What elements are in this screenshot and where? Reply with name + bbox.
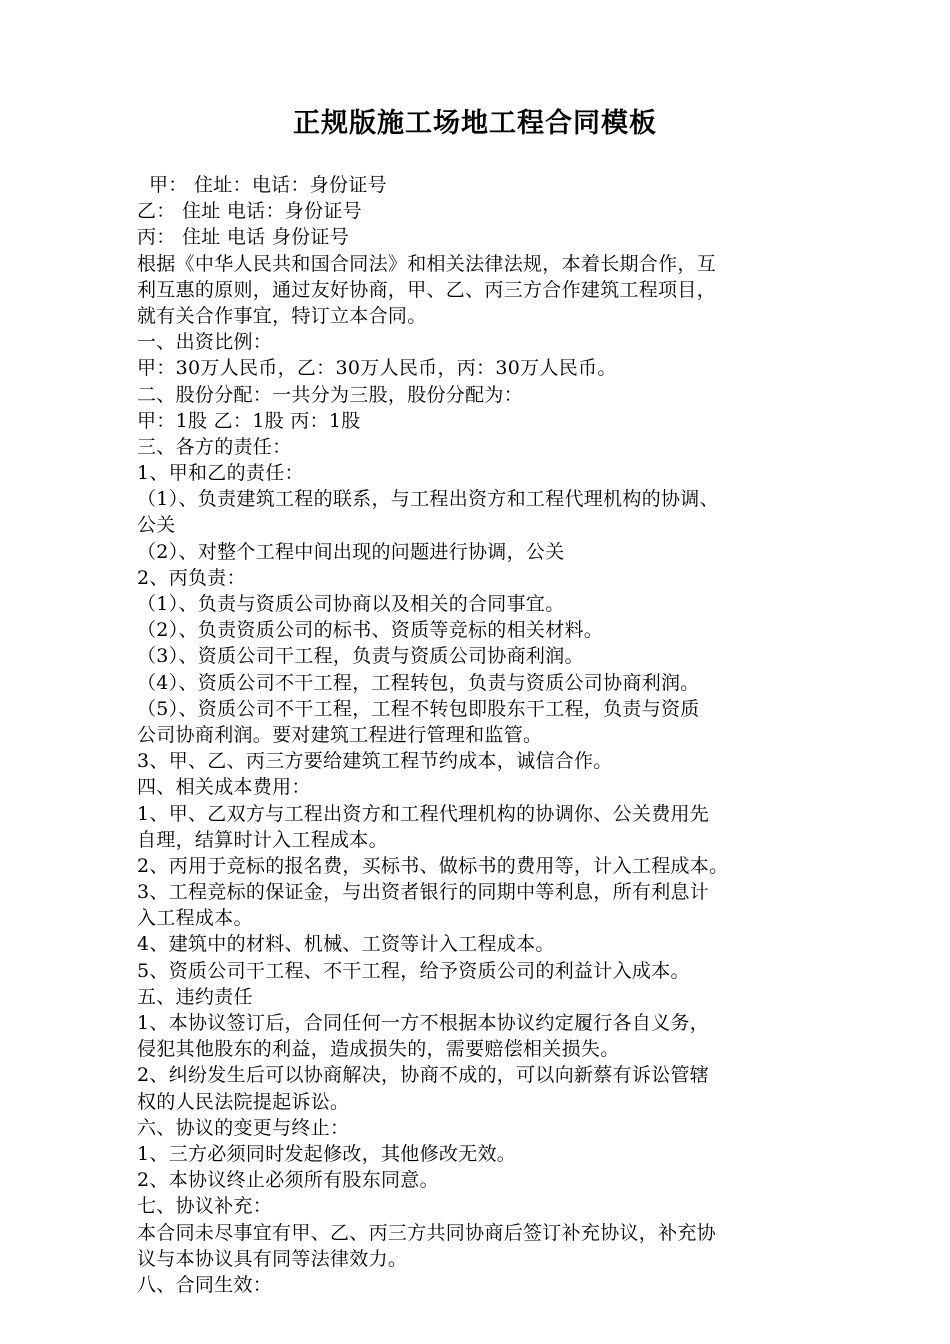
section-heading: 二、股份分配：一共分为三股，股份分配为： — [137, 383, 524, 406]
section-heading: 三、各方的责任： — [137, 435, 292, 458]
preamble-line: 根据《中华人民共和国合同法》和相关法律法规，本着长期合作，互 — [137, 252, 717, 275]
preamble-line: 利互惠的原则，通过友好协商，甲、乙、丙三方合作建筑工程项目， — [137, 278, 717, 301]
section-heading: 四、相关成本费用： — [137, 776, 311, 799]
clause-line: 入工程成本。 — [137, 907, 253, 930]
clause-line: 甲：30万人民币，乙：30万人民币，丙：30万人民币。 — [137, 357, 617, 380]
clause-line: 3、甲、乙、丙三方要给建筑工程节约成本，诚信合作。 — [137, 750, 613, 773]
party-b-line: 乙： 住址 电话：身份证号 — [137, 200, 362, 223]
clause-line: 公关 — [137, 514, 176, 537]
section-heading: 七、协议补充： — [137, 1195, 273, 1218]
clause-line: 议与本协议具有同等法律效力。 — [137, 1247, 408, 1270]
section-heading: 一、出资比例： — [137, 331, 273, 354]
party-c-line: 丙： 住址 电话 身份证号 — [137, 226, 350, 249]
clause-line: （5）、资质公司不干工程，工程不转包即股东干工程，负责与资质 — [137, 697, 700, 720]
clause-line: 3、工程竞标的保证金，与出资者银行的同期中等利息，所有利息计 — [137, 881, 710, 904]
clause-line: 侵犯其他股东的利益，造成损失的，需要赔偿相关损失。 — [137, 1038, 620, 1061]
section-heading: 八、合同生效： — [137, 1273, 273, 1296]
clause-line: 2、纠纷发生后可以协商解决，协商不成的，可以向新蔡有诉讼管辖 — [137, 1064, 710, 1087]
clause-line: 2、丙用于竞标的报名费，买标书、做标书的费用等，计入工程成本。 — [137, 854, 729, 877]
party-a-line: 甲： 住址：电话：身份证号 — [149, 174, 387, 196]
clause-line: （2）、负责资质公司的标书、资质等竞标的相关材料。 — [137, 619, 604, 642]
clause-line: 1、甲和乙的责任： — [137, 462, 304, 485]
section-heading: 五、违约责任 — [137, 985, 253, 1008]
clause-line: （3）、资质公司干工程，负责与资质公司协商利润。 — [137, 645, 584, 668]
clause-line: 2、丙负责： — [137, 566, 246, 589]
clause-line: 1、甲、乙双方与工程出资方和工程代理机构的协调你、公关费用先 — [137, 802, 710, 825]
clause-line: 自理，结算时计入工程成本。 — [137, 828, 388, 851]
clause-line: （4）、资质公司不干工程，工程转包，负责与资质公司协商利润。 — [137, 671, 700, 694]
clause-line: 甲：1股 乙：1股 丙：1股 — [137, 409, 361, 432]
clause-line: 1、三方必须同时发起修改，其他修改无效。 — [137, 1142, 517, 1165]
clause-line: 权的人民法院提起诉讼。 — [137, 1090, 350, 1113]
clause-line: 公司协商利润。要对建筑工程进行管理和监管。 — [137, 723, 543, 746]
clause-line: 5、资质公司干工程、不干工程，给予资质公司的利益计入成本。 — [137, 959, 690, 982]
clause-line: （2）、对整个工程中间出现的问题进行协调，公关 — [137, 540, 565, 563]
document-title: 正规版施工场地工程合同模板 — [293, 108, 657, 139]
clause-line: 2、本协议终止必须所有股东同意。 — [137, 1169, 439, 1192]
clause-line: 本合同未尽事宜有甲、乙、丙三方共同协商后签订补充协议，补充协 — [137, 1221, 717, 1244]
preamble-line: 就有关合作事宜，特订立本合同。 — [137, 304, 427, 327]
clause-line: （1）、负责建筑工程的联系，与工程出资方和工程代理机构的协调、 — [137, 488, 719, 511]
document-body — [137, 172, 827, 1298]
clause-line: 4、建筑中的材料、机械、工资等计入工程成本。 — [137, 933, 555, 956]
section-heading: 六、协议的变更与终止： — [137, 1116, 350, 1139]
clause-line: 1、本协议签订后，合同任何一方不根据本协议约定履行各自义务， — [137, 1012, 710, 1034]
clause-line: （1）、负责与资质公司协商以及相关的合同事宜。 — [137, 593, 565, 615]
